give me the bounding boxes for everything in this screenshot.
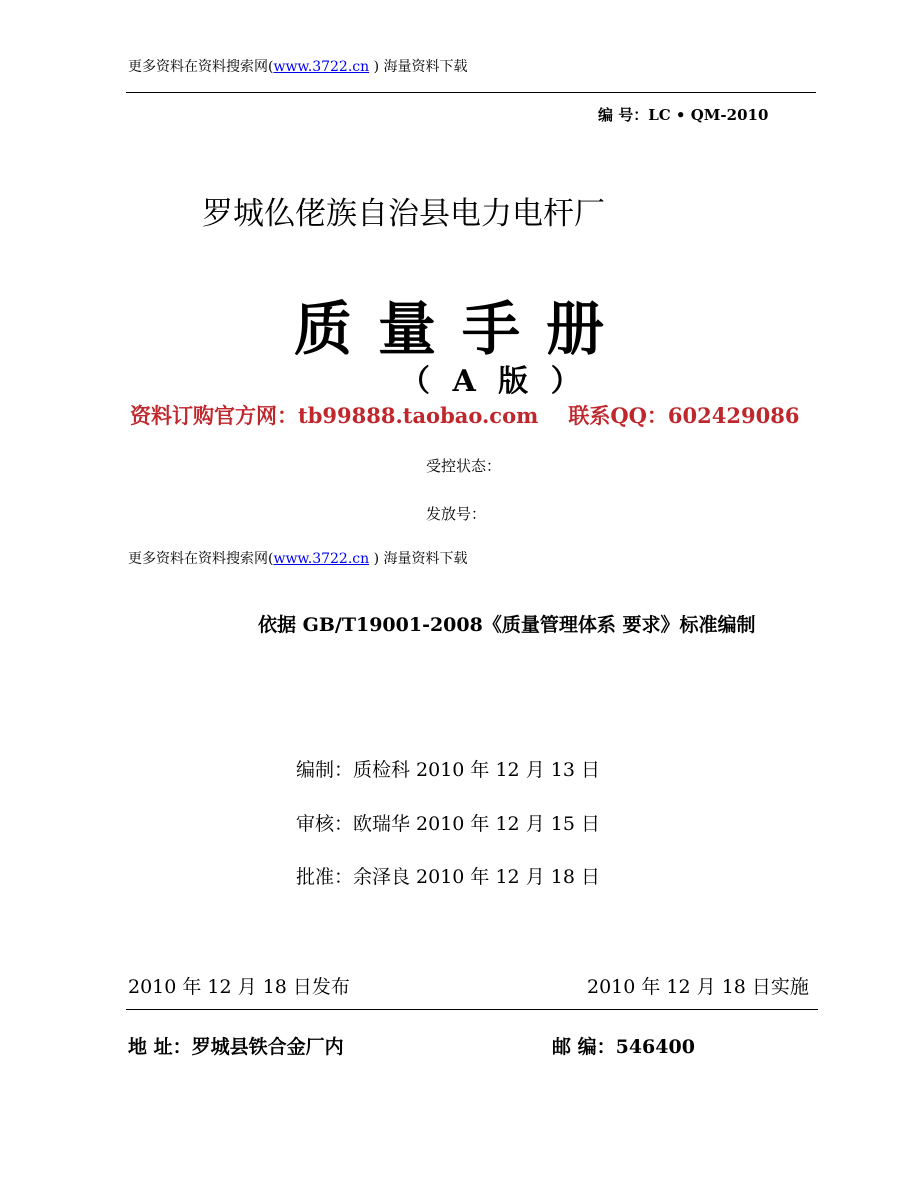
doc-number: 编 号：LC • QM-2010 <box>598 106 769 124</box>
manual-title: 质量手册 <box>294 295 631 363</box>
promo-shop-url[interactable]: tb99888.taobao.com <box>298 403 539 428</box>
top-header <box>128 56 468 76</box>
promo-shop-label: 资料订购官方网： <box>130 403 298 428</box>
postcode: 邮 编：546400 <box>552 1036 695 1058</box>
promo-line <box>130 400 799 430</box>
header-suffix: ) 海量资料下载 <box>369 59 468 75</box>
promo-qq-label: 联系QQ： <box>568 403 668 428</box>
edition-label: （ A 版 ） <box>400 364 587 399</box>
header2-link[interactable]: www.3722.cn <box>273 551 370 567</box>
promo-qq-number: 602429086 <box>667 403 800 428</box>
header2-prefix: 更多资料在资料搜索网( <box>128 551 274 567</box>
second-header <box>128 548 468 568</box>
header2-suffix: ) 海量资料下载 <box>369 551 468 567</box>
footer-rule <box>126 1009 818 1010</box>
header-link[interactable]: www.3722.cn <box>273 59 370 75</box>
company-name: 罗城仫佬族自治县电力电杆厂 <box>202 196 605 232</box>
header-prefix: 更多资料在资料搜索网( <box>128 59 274 75</box>
header-rule <box>126 92 816 93</box>
issue-number-label: 发放号： <box>426 505 487 523</box>
effective-date: 2010 年 12 月 18 日实施 <box>587 976 809 998</box>
standard-basis: 依据 GB/T19001-2008《质量管理体系 要求》标准编制 <box>258 614 756 636</box>
release-date: 2010 年 12 月 18 日发布 <box>128 976 350 998</box>
prepared-by: 编制：质检科 2010 年 12 月 13 日 <box>296 759 600 781</box>
controlled-status-label: 受控状态： <box>426 457 502 475</box>
reviewed-by: 审核：欧瑞华 2010 年 12 月 15 日 <box>296 813 600 835</box>
approved-by: 批准：余泽良 2010 年 12 月 18 日 <box>296 866 600 888</box>
address: 地 址：罗城县铁合金厂内 <box>128 1036 344 1058</box>
